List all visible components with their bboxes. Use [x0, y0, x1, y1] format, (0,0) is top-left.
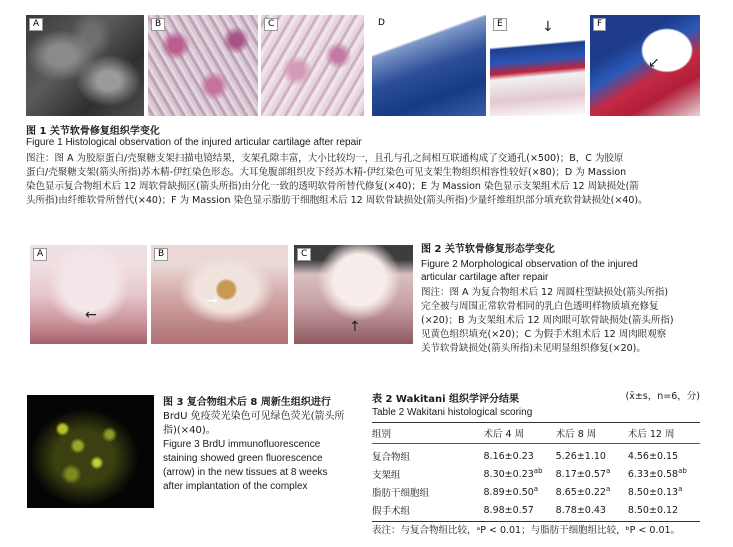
fig1-title-en: Figure 1 Histological observation of the injured articular cartilage after repair [26, 137, 362, 148]
arrow-icon: ← [85, 307, 97, 323]
fig3-zh-line: 指)(×40)。 [163, 425, 216, 436]
cell-value: 8.17±0.57$^a$ [555, 467, 611, 481]
panel-label: B [154, 248, 168, 261]
fig2-caption [421, 240, 721, 356]
fig2-note-line: 图注：图 A 为复合物组术后 12 周圆柱型缺损处(箭头所指) [421, 287, 669, 298]
fig3-en-line: (arrow) in the new tissues at 8 weeks [163, 467, 328, 478]
table2-title-zh: 表 2 Wakitani 组织学评分结果 [372, 394, 519, 405]
cell-value: 8.89±0.50$^a$ [483, 485, 539, 499]
fig2-note-line: 关节软骨缺损处(箭头所指)未见明显组织修复(×20)。 [421, 343, 646, 354]
col-header-week12: 术后 12 周 [627, 429, 675, 440]
fig1-panel-a [26, 15, 144, 116]
table-row [372, 501, 700, 519]
arrow-icon: → [206, 293, 218, 309]
cell-value: 8.50±0.12 [627, 505, 679, 517]
fig3-zh-line: 图 3 复合物组术后 8 周新生组织进行 [163, 397, 331, 408]
fig2-panel-a [30, 245, 147, 344]
cell-value: 4.56±0.15 [627, 451, 679, 463]
cell-value: 8.98±0.57 [483, 505, 534, 517]
table2-title-en: Table 2 Wakitani histological scoring [372, 407, 533, 418]
fig1-panel-c [261, 15, 364, 116]
fig1-note [26, 152, 726, 208]
arrow-icon: ↙ [648, 55, 660, 71]
fig2-title-en-line: Figure 2 Morphological observation of the injured [421, 259, 638, 270]
fig3-fluorescence-image [27, 395, 154, 508]
panel-label: C [264, 18, 278, 31]
fig3-en-line: after implantation of the complex [163, 481, 308, 492]
fig2-note-line: (×20)；B 为支架组术后 12 周肉眼可软骨缺损处(箭头所指) [421, 315, 674, 326]
fig1-panel-d [372, 15, 486, 116]
cell-group: 支架组 [372, 470, 401, 481]
panel-label: F [593, 18, 606, 31]
table-row [372, 447, 700, 465]
fig2-panel-b [151, 245, 288, 344]
table2-footnote: 表注：与复合物组比较，ᵃP < 0.01；与脂肪干细胞组比较，ᵇP < 0.01。 [372, 525, 681, 536]
cell-value: 8.30±0.23$^{ab}$ [483, 467, 543, 481]
col-header-group: 组别 [372, 429, 392, 440]
cell-value: 8.16±0.23 [483, 451, 534, 463]
fig2-panel-c [294, 245, 413, 344]
fig1-note-line: 图注：图 A 为胶原蛋白/壳聚糖支架扫描电镜结果，支架孔隙丰富，大小比较均一，且孔与孔之间相互联通构成了交通孔(×500)；B，C 为胶原 [26, 153, 624, 164]
fig1-note-line: 头所指)由纤维软骨所替代(×40)；F 为 Massion 染色显示脂肪干细胞组术后 12 周软骨缺损处(箭头所指)少量纤维组织部分填充软骨缺损处(×40)。 [26, 195, 648, 206]
fig2-note-line: 见黄色组织填充(×20)；C 为假手术组术后 12 周肉眼观察 [421, 329, 667, 340]
fig2-title-zh: 图 2 关节软骨修复形态学变化 [421, 244, 555, 255]
panel-label: A [33, 248, 47, 261]
cell-group: 脂肪干细胞组 [372, 488, 430, 499]
fig1-note-line: 蛋白/壳聚糖支架(箭头所指)苏木精-伊红染色形态。大耳兔腹部组织皮下经苏木精-伊红染色可见支架生物组织相容性较好(×80)；D 为 Massion [26, 167, 627, 178]
fig2-note-line: 完全被与周围正常软骨相同的乳白色透明样物质填充修复 [421, 301, 659, 312]
table2-title-row [372, 390, 700, 405]
arrow-icon: ↑ [349, 319, 361, 335]
col-header-week4: 术后 4 周 [483, 429, 525, 440]
table2-block [372, 390, 700, 538]
panel-label: D [378, 18, 385, 28]
cell-group: 假手术组 [372, 506, 411, 517]
cell-value: 5.26±1.10 [555, 451, 606, 463]
fig3-en-line: Figure 3 BrdU immunofluorescence [163, 439, 321, 450]
cell-value: 8.50±0.13$^a$ [627, 485, 683, 499]
table-header-row [372, 423, 700, 444]
cell-value: 6.33±0.58$^{ab}$ [627, 467, 687, 481]
panel-label: A [29, 18, 43, 31]
table-bottom-rule [372, 521, 700, 522]
panel-label: B [151, 18, 165, 31]
fig1-note-line: 染色显示复合物组术后 12 周软骨缺损区(箭头所指)由分化一致的透明软骨所替代修复(×40)；E 为 Massion 染色显示支架组术后 12 周缺损处(箭 [26, 181, 639, 192]
wakitani-table [372, 423, 700, 519]
fig1-panel-b [148, 15, 258, 116]
cell-group: 复合物组 [372, 452, 411, 463]
fig3-zh-line: BrdU 免疫荧光染色可见绿色荧光(箭头所 [163, 411, 345, 422]
table-row [372, 465, 700, 483]
cell-value: 8.78±0.43 [555, 505, 606, 517]
panel-label: C [297, 248, 311, 261]
fig1-panel-f [590, 15, 700, 116]
table-row [372, 483, 700, 501]
cell-value: 8.65±0.22$^a$ [555, 485, 611, 499]
fig3-en-line: staining showed green fluorescence [163, 453, 323, 464]
arrow-icon: ↓ [542, 19, 554, 35]
table2-stat-note: (x̄±s，n=6，分) [625, 391, 700, 402]
fig2-title-en-line: articular cartilage after repair [421, 272, 549, 283]
fig1-title-zh: 图 1 关节软骨修复组织学变化 [26, 126, 160, 137]
panel-label: E [493, 18, 507, 31]
fig3-caption [163, 396, 363, 494]
fig1-panel-e [490, 15, 585, 116]
col-header-week8: 术后 8 周 [555, 429, 597, 440]
